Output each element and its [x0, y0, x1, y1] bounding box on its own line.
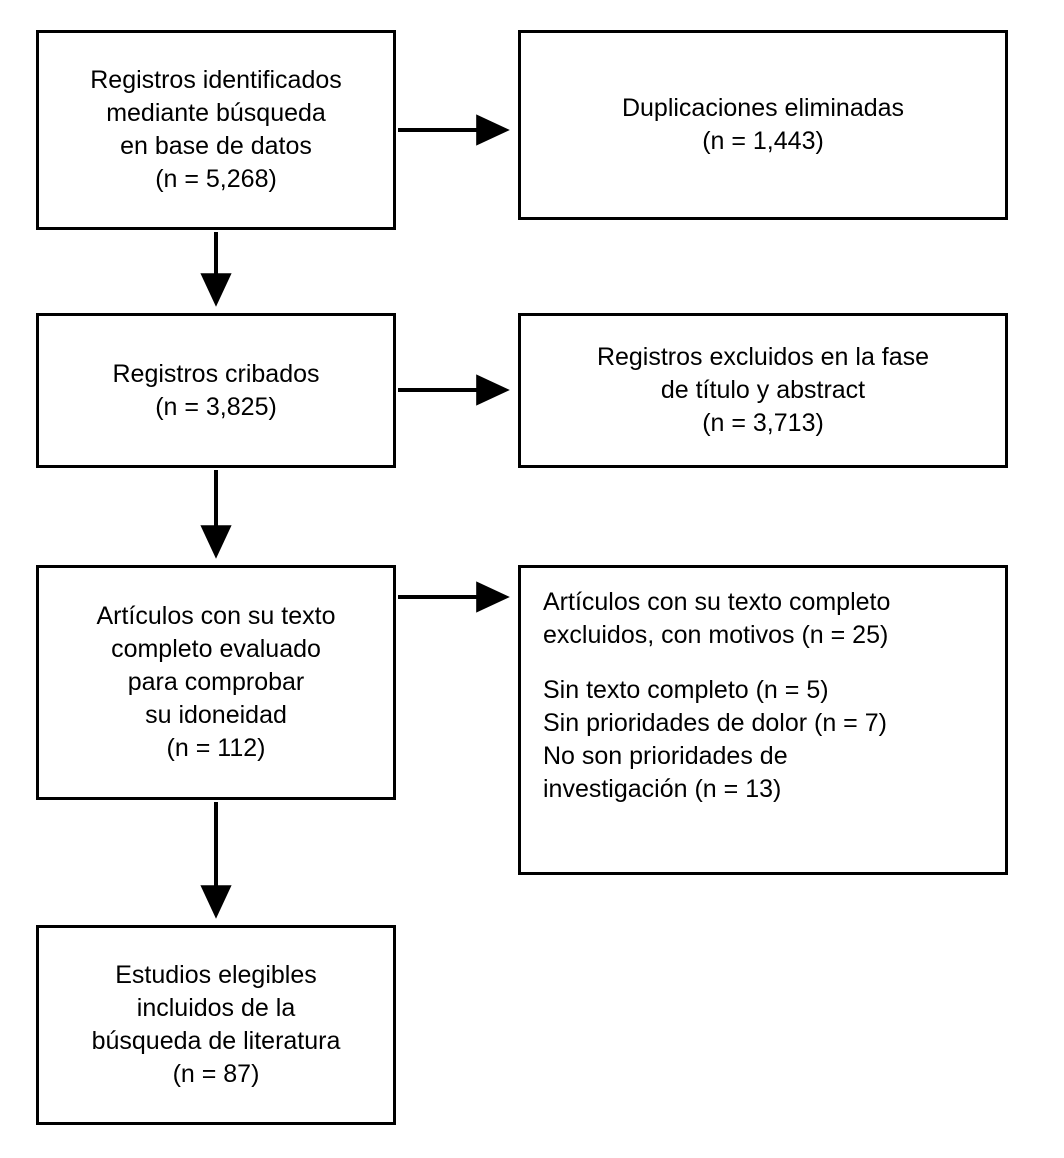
full-text-assessed-count: (n = 112): [166, 734, 266, 762]
records-screened-count: (n = 3,825): [155, 392, 277, 421]
full-text-excluded-count: excluidos, con motivos (n = 25): [543, 621, 889, 649]
records-excluded-line-1: Registros excluidos en la fase: [596, 343, 930, 371]
studies-included-line-2: incluidos de la: [136, 994, 296, 1022]
full-text-assessed-line-2: completo evaluado: [111, 635, 321, 663]
studies-included-box: [36, 925, 396, 1125]
duplicates-removed-box: [518, 30, 1008, 220]
full-text-excluded-with-reasons-box: [518, 565, 1008, 875]
full-text-assessed-box: [36, 565, 396, 800]
duplicates-removed-line-1: Duplicaciones eliminadas: [621, 94, 905, 122]
full-text-assessed-line-1: Artículos con su texto: [96, 602, 336, 630]
records-identified-line-1: Registros identificados: [90, 66, 342, 94]
reason-no-full-text: Sin texto completo (n = 5): [543, 676, 829, 704]
full-text-assessed-line-4: su idoneidad: [145, 701, 287, 729]
duplicates-removed-count: (n = 1,443): [702, 127, 824, 155]
reason-not-research-priorities-line-2: investigación (n = 13): [543, 775, 782, 803]
records-identified-count: (n = 5,268): [155, 165, 277, 193]
records-excluded-title-abstract-box: [518, 313, 1008, 468]
reason-not-research-priorities-line-1: No son prioridades de: [543, 742, 788, 770]
full-text-assessed-line-3: para comprobar: [127, 668, 305, 696]
records-identified-line-2: mediante búsqueda: [106, 99, 326, 127]
studies-included-line-1: Estudios elegibles: [115, 961, 317, 989]
records-screened-line-1: Registros cribados: [112, 359, 320, 388]
records-excluded-count: (n = 3,713): [702, 409, 824, 437]
records-identified-line-3: en base de datos: [120, 132, 312, 160]
studies-included-count: (n = 87): [172, 1060, 260, 1088]
reason-no-pain-priorities: Sin prioridades de dolor (n = 7): [543, 709, 887, 737]
records-identified-box: [36, 30, 396, 230]
records-excluded-line-2: de título y abstract: [660, 376, 866, 404]
studies-included-line-3: búsqueda de literatura: [91, 1027, 341, 1055]
full-text-excluded-line-1: Artículos con su texto completo: [543, 588, 891, 616]
records-screened-box: [36, 313, 396, 468]
